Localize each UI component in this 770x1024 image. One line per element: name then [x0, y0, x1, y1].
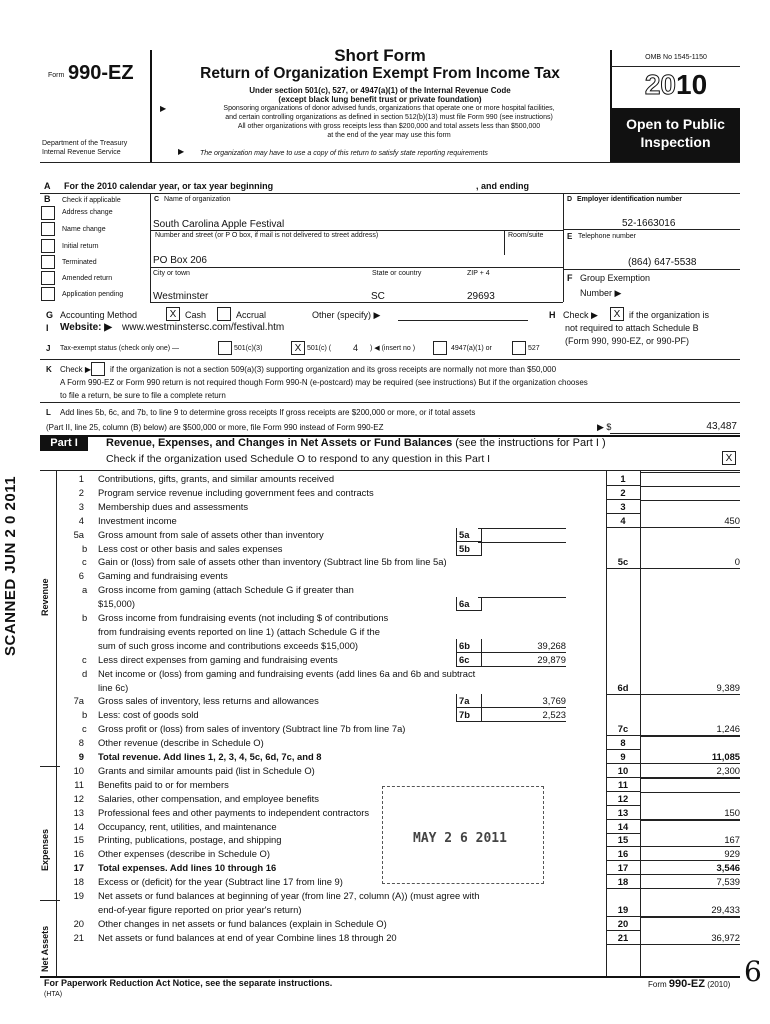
application-pending-checkbox[interactable]: [41, 287, 55, 301]
terminated-checkbox[interactable]: [41, 255, 55, 269]
line-amount[interactable]: [640, 500, 740, 501]
mid-box-label: 5b: [456, 542, 482, 556]
part-1-line: [60, 681, 740, 694]
line-sub-letter: c: [82, 556, 87, 568]
part-1-line: [60, 736, 740, 749]
line-number: 16: [73, 848, 84, 860]
line-description: Gross profit or (loss) from sales of inventory (Subtract line 7b from line 7a): [98, 723, 406, 735]
mid-box-amount[interactable]: 39,268: [478, 639, 566, 653]
line-box-number: 21: [606, 931, 640, 945]
part-1-line: [60, 917, 740, 930]
line-box-number: 19: [606, 903, 640, 917]
mid-box-label: 6c: [456, 653, 482, 667]
copy-note: The organization may have to use a copy of this return to satisfy state reporting requirements: [200, 150, 488, 157]
line-amount[interactable]: 2,300: [640, 764, 740, 778]
amended-return-checkbox[interactable]: [41, 271, 55, 285]
line-number: 12: [73, 792, 84, 804]
line-box-number: 15: [606, 833, 640, 847]
accrual-checkbox[interactable]: [217, 307, 231, 321]
line-description: sum of such gross income and contributions exceeds $15,000): [98, 639, 359, 651]
line-description: Gross amount from sale of assets other than inventory: [98, 528, 324, 540]
line-description: Less cost or other basis and sales expenses: [98, 542, 283, 554]
line-description: line 6c): [98, 681, 129, 693]
line-sub-letter: c: [82, 723, 87, 735]
line-description: Salaries, other compensation, and employee benefits: [98, 792, 319, 804]
sponsoring-2: and certain controlling organizations as defined in section 512(b)(13) must file Form 990 (see instructions): [225, 114, 553, 121]
line-description: Total expenses. Add lines 10 through 16: [98, 862, 277, 874]
line-description: Less direct expenses from gaming and fundraising events: [98, 653, 338, 665]
line-box-number: 10: [606, 764, 640, 778]
line-amount[interactable]: 150: [640, 806, 740, 820]
part-1-line: [60, 708, 740, 721]
part-1-line: [60, 583, 740, 596]
scanned-stamp: SCANNED JUN 2 0 2011: [2, 475, 19, 656]
part-1-line: [60, 750, 740, 763]
line-sub-letter: b: [82, 709, 88, 721]
line-number: 4: [78, 514, 84, 526]
line-number: 2: [78, 486, 84, 498]
part-1-line: [60, 611, 740, 624]
line-description: Membership dues and assessments: [98, 500, 249, 512]
line-description: Excess or (deficit) for the year (Subtract line 17 from line 9): [98, 876, 343, 888]
line-description: Gross income from gaming (attach Schedule G if greater than: [98, 584, 354, 596]
tax-year-line: For the 2010 calendar year, or tax year beginning: [64, 181, 274, 191]
line-box-number: 8: [606, 736, 640, 750]
part-1-line: [60, 764, 740, 777]
part-1-line: [60, 500, 740, 513]
line-description: Investment income: [98, 514, 177, 526]
part-1-line: [60, 931, 740, 944]
part-1-line: [60, 903, 740, 916]
line-box-number: 14: [606, 820, 640, 834]
line-amount[interactable]: [640, 792, 740, 793]
part-1-line: [60, 889, 740, 902]
line-number: 5a: [73, 528, 84, 540]
line-amount[interactable]: [640, 486, 740, 487]
line-description: Net income or (loss) from gaming and fundraising events (add lines 6a and 6b and subtract: [98, 667, 476, 679]
title-return: Return of Organization Exempt From Income Tax: [200, 65, 560, 82]
line-box-number: 9: [606, 750, 640, 764]
line-description: Gain or (loss) from sale of assets other than inventory (Subtract line 5b from line 5a): [98, 556, 447, 568]
part-1-line: [60, 569, 740, 582]
gross-receipts-amount[interactable]: 43,487: [706, 421, 737, 432]
line-sub-letter: d: [82, 667, 88, 679]
line-description: Contributions, gifts, grants, and similar amounts received: [98, 473, 335, 484]
mid-box-amount[interactable]: 29,879: [478, 653, 566, 667]
line-box-number: 7c: [606, 722, 640, 736]
line-description: Occupancy, rent, utilities, and maintenance: [98, 820, 277, 832]
line-description: Benefits paid to or for members: [98, 778, 229, 790]
line-box-number: 1: [606, 472, 640, 486]
line-description: from fundraising events reported on line 1) (attach Schedule G if the: [98, 625, 380, 637]
schedule-b-checkbox[interactable]: X: [610, 307, 624, 321]
part-1-line: [60, 694, 740, 707]
part-1-line: [60, 667, 740, 680]
line-box-number: 2: [606, 486, 640, 500]
except-line: (except black lung benefit trust or private foundation): [278, 95, 482, 104]
line-description: Gaming and fundraising events: [98, 570, 228, 582]
hta-label: (HTA): [44, 991, 63, 998]
line-amount[interactable]: [640, 472, 740, 473]
line-amount[interactable]: [640, 778, 740, 779]
form-number: 990-EZ: [68, 62, 134, 84]
line-box-number: 12: [606, 792, 640, 806]
initial-return-checkbox[interactable]: [41, 239, 55, 253]
under-section: Under section 501(c), 527, or 4947(a)(1) of the Internal Revenue Code: [249, 86, 511, 95]
line-description: Less: cost of goods sold: [98, 709, 199, 721]
line-description: Professional fees and other payments to independent contractors: [98, 806, 370, 818]
line-number: 10: [73, 764, 84, 776]
line-number: 8: [78, 737, 84, 749]
line-amount[interactable]: 29,433: [640, 903, 740, 917]
title-short-form: Short Form: [334, 46, 426, 65]
line-amount[interactable]: 3,546: [640, 861, 740, 875]
ein-field[interactable]: 52-1663016: [622, 218, 676, 229]
open-to-public-box: Open to Public Inspection: [611, 108, 740, 162]
part-1-line: [60, 639, 740, 652]
part-1-line: [60, 722, 740, 735]
line-description: Net assets or fund balances at end of year Combine lines 18 through 20: [98, 931, 397, 943]
line-number: 1: [78, 473, 84, 484]
street-field[interactable]: PO Box 206: [153, 255, 207, 266]
527-checkbox[interactable]: [512, 341, 526, 355]
part-1-line: [60, 472, 740, 485]
line-box-number: 13: [606, 806, 640, 820]
schedule-o-checkbox[interactable]: X: [722, 451, 736, 465]
line-amount[interactable]: [640, 917, 740, 918]
line-number: 17: [73, 862, 84, 874]
line-sub-letter: a: [82, 584, 88, 596]
dept-line-2: Internal Revenue Service: [42, 149, 121, 156]
line-amount[interactable]: 7,539: [640, 875, 740, 889]
line-box-number: 16: [606, 847, 640, 861]
schedule-o-check: Check if the organization used Schedule O to respond to any question in this Part I: [106, 453, 491, 465]
line-number: 6: [78, 570, 84, 582]
part-1-title: Revenue, Expenses, and Changes in Net Assets or Fund Balances (see the instructions for Part I ): [106, 437, 606, 449]
line-description: Grants and similar amounts paid (list in Schedule O): [98, 764, 315, 776]
501c-checkbox[interactable]: X: [291, 341, 305, 355]
line-box-number: 6d: [606, 681, 640, 695]
mid-box-amount[interactable]: 2,523: [478, 708, 566, 722]
line-amount[interactable]: 929: [640, 847, 740, 861]
line-number: 20: [73, 917, 84, 929]
line-description: Printing, publications, postage, and shipping: [98, 834, 282, 846]
line-number: 15: [73, 834, 84, 846]
line-amount[interactable]: [640, 736, 740, 737]
zip-field[interactable]: 29693: [467, 291, 495, 302]
line-amount[interactable]: 36,972: [640, 931, 740, 945]
handwritten-page-mark: 6: [744, 955, 762, 988]
line-number: 11: [74, 778, 84, 790]
mid-box-amount[interactable]: [478, 542, 566, 543]
line-description: Total revenue. Add lines 1, 2, 3, 4, 5c, 6d, 7c, and 8: [98, 751, 322, 762]
k-checkbox[interactable]: [91, 362, 105, 376]
line-description: $15,000): [98, 598, 136, 610]
line-box-number: 20: [606, 917, 640, 931]
line-number: 18: [73, 876, 84, 888]
501c-number[interactable]: 4: [353, 343, 359, 353]
side-label-expenses: Expenses: [40, 828, 50, 871]
part-1-line: [60, 625, 740, 638]
line-sub-letter: c: [82, 653, 87, 665]
cash-checkbox[interactable]: X: [166, 307, 180, 321]
line-description: Other revenue (describe in Schedule O): [98, 737, 264, 749]
mid-box-label: 5a: [456, 528, 482, 542]
address-change-checkbox[interactable]: [41, 206, 55, 220]
all-other-2: at the end of the year may use this form: [327, 132, 451, 139]
line-number: 7a: [73, 695, 84, 707]
org-name-field[interactable]: South Carolina Apple Festival: [153, 219, 285, 230]
mid-box-label: 6b: [456, 639, 482, 653]
line-box-number: 18: [606, 875, 640, 889]
line-description: Net assets or fund balances at beginning of year (from line 27, column (A)) (must agree with: [98, 890, 480, 901]
mid-box-amount[interactable]: [478, 528, 566, 529]
phone-field[interactable]: (864) 647-5538: [628, 257, 697, 268]
website-field[interactable]: www.westminstersc.com/festival.htm: [122, 322, 285, 333]
form-footer-ref: Form 990-EZ (2010): [648, 978, 731, 990]
line-number: 19: [73, 890, 84, 901]
part-1-line: [60, 597, 740, 610]
mid-box-amount[interactable]: 3,769: [478, 694, 566, 708]
part-1-line: [60, 486, 740, 499]
line-sub-letter: b: [82, 612, 88, 623]
line-box-number: 5c: [606, 555, 640, 569]
omb-number: OMB No 1545-1150: [645, 54, 707, 61]
line-box-number: 17: [606, 861, 640, 875]
name-change-checkbox[interactable]: [41, 222, 55, 236]
all-other-1: All other organizations with gross receipts less than $200,000 and total assets less than $500,000: [237, 123, 541, 130]
4947-checkbox[interactable]: [433, 341, 447, 355]
mid-box-amount[interactable]: [478, 597, 566, 598]
line-amount[interactable]: 450: [640, 514, 740, 528]
side-label-revenue: Revenue: [40, 578, 50, 616]
city-field[interactable]: Westminster: [153, 291, 209, 302]
form-prefix: Form: [48, 72, 65, 79]
line-number: 9: [78, 751, 84, 762]
line-amount[interactable]: 9,389: [640, 681, 740, 695]
part-1-line: [60, 653, 740, 666]
received-stamp: MAY 2 6 2011: [382, 786, 544, 884]
line-box-number: 11: [606, 778, 640, 792]
line-box-number: 4: [606, 514, 640, 528]
line-amount[interactable]: [640, 820, 740, 821]
line-description: Other changes in net assets or fund balances (explain in Schedule O): [98, 917, 387, 929]
line-amount[interactable]: 1,246: [640, 722, 740, 736]
part-1-line: [60, 528, 740, 541]
dept-line-1: Department of the Treasury: [42, 140, 128, 147]
line-sub-letter: b: [82, 542, 88, 554]
line-number: 14: [73, 820, 84, 832]
line-number: 3: [78, 500, 84, 512]
mid-box-label: 7a: [456, 694, 482, 708]
mid-box-label: 6a: [456, 597, 482, 611]
line-box-number: 3: [606, 500, 640, 514]
line-number: 13: [73, 806, 84, 818]
mid-box-label: 7b: [456, 708, 482, 722]
line-amount[interactable]: 0: [640, 555, 740, 569]
501c3-checkbox[interactable]: [218, 341, 232, 355]
part-1-line: [60, 514, 740, 527]
line-number: 21: [73, 931, 84, 943]
sponsoring-1: Sponsoring organizations of donor advised funds, organizations that operate one or more hospital facilities,: [223, 105, 555, 112]
line-description: Program service revenue including government fees and contracts: [98, 486, 374, 498]
paperwork-notice: For Paperwork Reduction Act Notice, see the separate instructions.: [44, 978, 333, 988]
part-1-line: [60, 542, 740, 555]
part-1-tag: Part I: [40, 436, 88, 451]
line-description: Gross sales of inventory, less returns and allowances: [98, 695, 319, 707]
line-description: Other expenses (describe in Schedule O): [98, 848, 270, 860]
line-amount[interactable]: 11,085: [640, 750, 740, 764]
side-label-net-assets: Net Assets: [40, 925, 50, 972]
line-description: Gross income from fundraising events (not including $ of contributions: [98, 612, 389, 623]
tax-year: 2010: [644, 69, 708, 100]
line-amount[interactable]: 167: [640, 833, 740, 847]
line-description: end-of-year figure reported on prior year's return): [98, 903, 302, 915]
part-1-line: [60, 555, 740, 568]
state-field[interactable]: SC: [371, 291, 385, 302]
